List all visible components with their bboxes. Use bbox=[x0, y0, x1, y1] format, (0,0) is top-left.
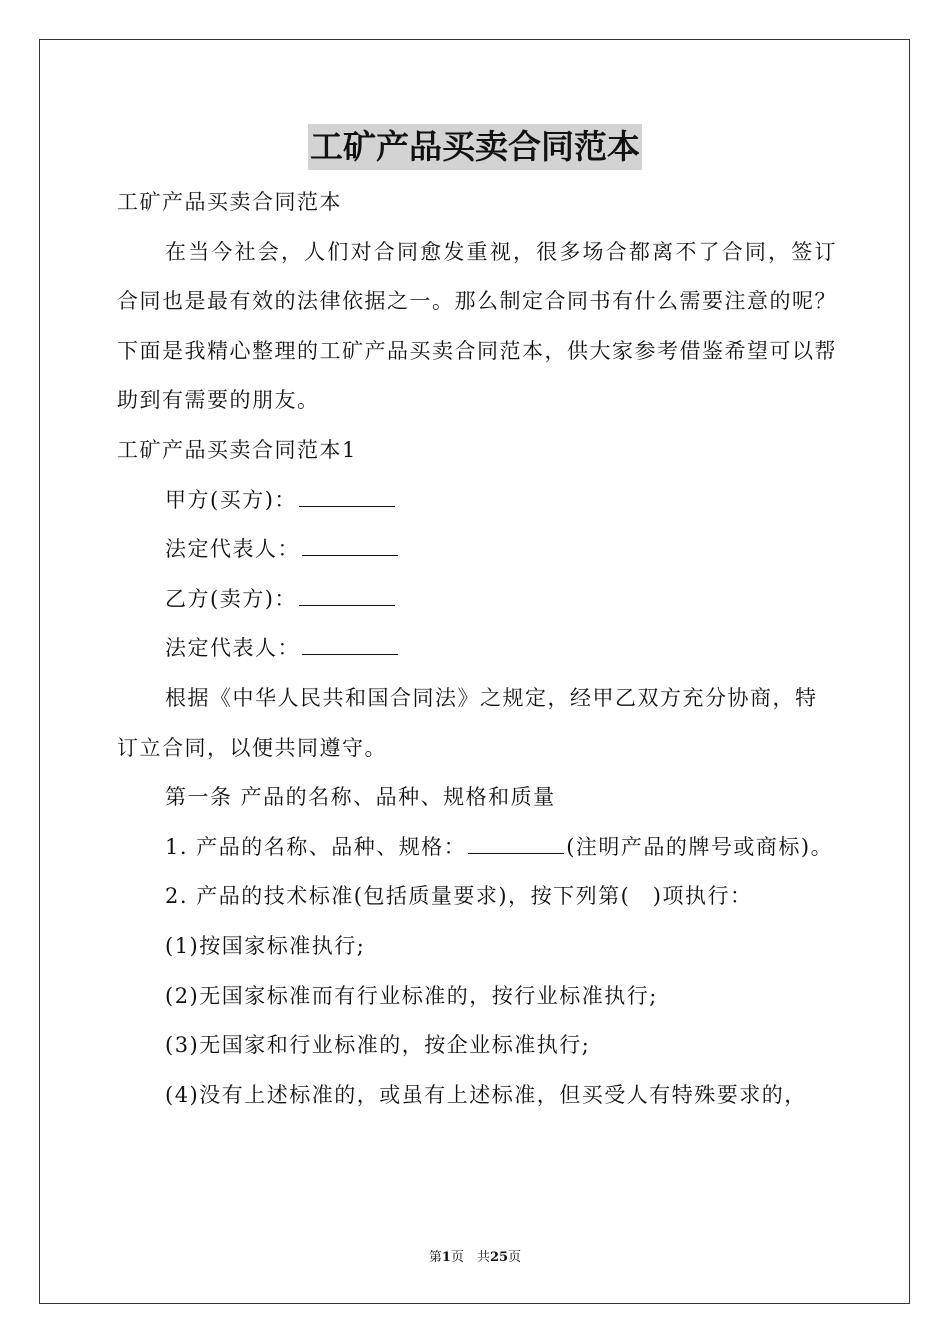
page-footer bbox=[0, 1246, 950, 1265]
item-1-suffix: (注明产品的牌号或商标)。 bbox=[566, 834, 834, 859]
party-a-label: 甲方(买方)： bbox=[165, 487, 297, 512]
rep-a-blank bbox=[302, 533, 398, 556]
item-1-blank bbox=[468, 831, 564, 854]
item-1-prefix: 1. 产品的名称、品种、规格： bbox=[165, 834, 467, 859]
rep-a-line bbox=[117, 525, 837, 575]
party-b-blank bbox=[299, 583, 395, 606]
preamble-paragraph: 根据《中华人民共和国合同法》之规定，经甲乙双方充分协商，特订立合同，以便共同遵守。 bbox=[117, 685, 818, 760]
footer-page-number: 1 bbox=[441, 1250, 451, 1265]
footer-page-suffix: 页 bbox=[508, 1250, 522, 1265]
option-2: (2)无国家标准而有行业标准的，按行业标准执行; bbox=[165, 983, 658, 1008]
party-a-line bbox=[117, 476, 837, 526]
option-1: (1)按国家标准执行; bbox=[165, 933, 366, 958]
document-title: 工矿产品买卖合同范本 bbox=[308, 124, 642, 170]
footer-page-mid: 页 共 bbox=[450, 1250, 490, 1265]
title-area bbox=[0, 124, 950, 170]
footer-total-pages: 25 bbox=[489, 1250, 509, 1265]
section-heading: 工矿产品买卖合同范本1 bbox=[117, 437, 357, 462]
rep-b-label: 法定代表人： bbox=[165, 636, 300, 661]
party-b-line bbox=[117, 575, 837, 625]
party-a-blank bbox=[299, 484, 395, 507]
rep-b-line bbox=[117, 624, 837, 674]
footer-page-prefix: 第 bbox=[428, 1250, 442, 1265]
article-1-heading: 第一条 产品的名称、品种、规格和质量 bbox=[165, 785, 556, 810]
document-body bbox=[117, 178, 837, 1120]
intro-paragraph: 在当今社会，人们对合同愈发重视，很多场合都离不了合同，签订合同也是最有效的法律依据之一。那么制定合同书有什么需要注意的呢？下面是我精心整理的工矿产品买卖合同范本，供大家参考借鉴希望可以帮助到有需要的朋友。 bbox=[117, 239, 837, 413]
option-4: (4)没有上述标准的，或虽有上述标准，但买受人有特殊要求的， bbox=[165, 1082, 807, 1107]
document-subtitle: 工矿产品买卖合同范本 bbox=[117, 190, 342, 214]
party-b-label: 乙方(卖方)： bbox=[165, 586, 297, 611]
option-3: (3)无国家和行业标准的，按企业标准执行; bbox=[165, 1033, 591, 1058]
item-2-paragraph: 2. 产品的技术标准(包括质量要求)，按下列第( )项执行： bbox=[165, 884, 753, 909]
rep-a-label: 法定代表人： bbox=[165, 537, 300, 562]
rep-b-blank bbox=[302, 632, 398, 655]
item-1-paragraph bbox=[117, 823, 837, 873]
